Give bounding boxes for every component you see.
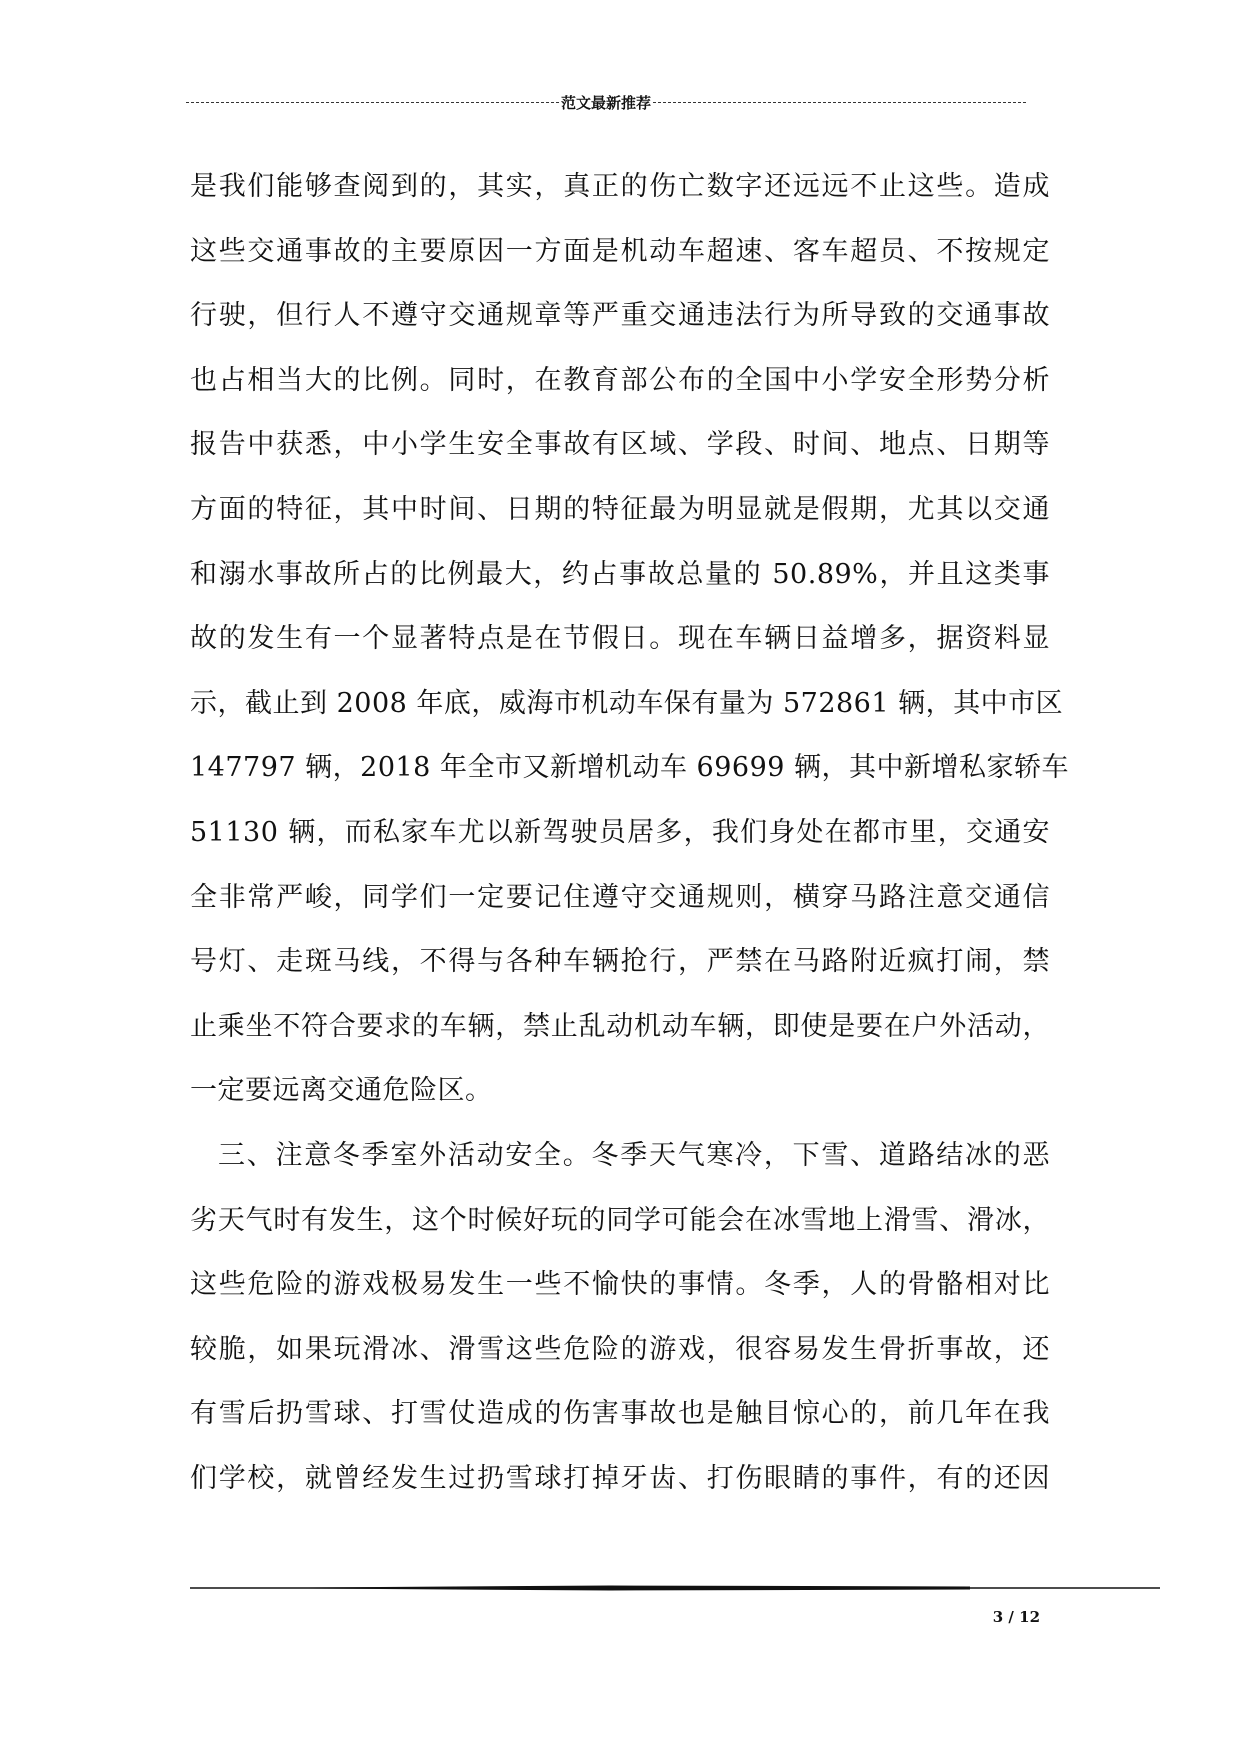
paragraph-line: 51130 辆，而私家车尤以新驾驶员居多，我们身处在都市里，交通安 — [190, 816, 1050, 848]
document-body — [190, 155, 1070, 1511]
header-title: 范文最新推荐 — [561, 93, 652, 112]
paragraph-line: 全非常严峻，同学们一定要记住遵守交通规则，横穿马路注意交通信 — [190, 881, 1050, 913]
paragraph-line: 报告中获悉，中小学生安全事故有区域、学段、时间、地点、日期等 — [190, 429, 1050, 461]
header-dash-left — [186, 102, 559, 103]
paragraph-line: 止乘坐不符合要求的车辆，禁止乱动机动车辆，即使是要在户外活动， — [190, 1010, 1050, 1042]
paragraph-line: 这些交通事故的主要原因一方面是机动车超速、客车超员、不按规定 — [190, 235, 1050, 267]
paragraph-line: 们学校，就曾经发生过扔雪球打掉牙齿、打伤眼睛的事件，有的还因 — [190, 1462, 1050, 1494]
header-dash-right — [653, 102, 1026, 103]
paragraph-line: 也占相当大的比例。同时，在教育部公布的全国中小学安全形势分析 — [190, 364, 1050, 396]
paragraph-line: 方面的特征，其中时间、日期的特征最为明显就是假期，尤其以交通 — [190, 493, 1050, 525]
paragraph-line: 147797 辆，2018 年全市又新增机动车 69699 辆，其中新增私家轿车 — [190, 752, 1070, 784]
paragraph-line: 故的发生有一个显著特点是在节假日。现在车辆日益增多，据资料显 — [190, 623, 1050, 655]
paragraph-line: 示，截止到 2008 年底，威海市机动车保有量为 572861 辆，其中市区 — [190, 687, 1064, 719]
paragraph-line: 这些危险的游戏极易发生一些不愉快的事情。冬季，人的骨骼相对比 — [190, 1269, 1050, 1301]
paragraph-line: 行驶，但行人不遵守交通规章等严重交通违法行为所导致的交通事故 — [190, 300, 1050, 332]
paragraph-line: 劣天气时有发生，这个时候好玩的同学可能会在冰雪地上滑雪、滑冰， — [190, 1204, 1050, 1236]
footer-rule — [190, 1584, 1160, 1592]
paragraph-line: 一定要远离交通危险区。 — [190, 1075, 493, 1107]
paragraph-line: 较脆，如果玩滑冰、滑雪这些危险的游戏，很容易发生骨折事故，还 — [190, 1333, 1050, 1365]
paragraph-line: 号灯、走斑马线，不得与各种车辆抢行，严禁在马路附近疯打闹，禁 — [190, 946, 1050, 978]
paragraph-line: 三、注意冬季室外活动安全。冬季天气寒冷，下雪、道路结冰的恶 — [218, 1139, 1050, 1171]
paragraph-line: 和溺水事故所占的比例最大，约占事故总量的 50.89%，并且这类事 — [190, 558, 1050, 590]
page-header — [186, 88, 1026, 116]
page-number: 3 / 12 — [992, 1608, 1040, 1626]
paragraph-line: 有雪后扔雪球、打雪仗造成的伤害事故也是触目惊心的，前几年在我 — [190, 1398, 1050, 1430]
paragraph-line: 是我们能够查阅到的，其实，真正的伤亡数字还远远不止这些。造成 — [190, 171, 1050, 202]
